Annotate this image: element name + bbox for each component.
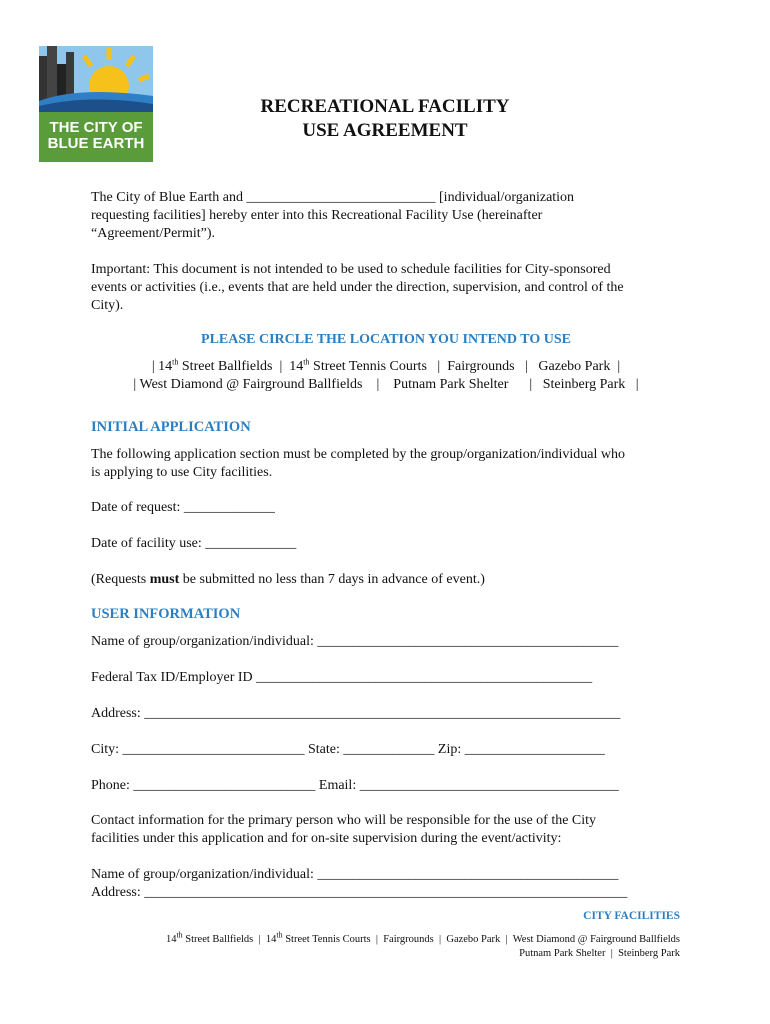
footer-l1s1: th — [176, 930, 183, 940]
loc-row1-sup2: th — [303, 357, 310, 367]
important-line1: Important: This document is not intended to be used to schedule facilities for City-sponsored — [91, 262, 611, 277]
user-information-heading: USER INFORMATION — [91, 606, 241, 622]
initial-line2: is applying to use City facilities. — [91, 465, 273, 480]
city-logo — [39, 46, 153, 162]
footer-l1a: 14 — [165, 934, 177, 945]
phone-email-field[interactable]: Phone: __________________________ Email: _____________________________________ — [91, 778, 619, 793]
contact-line2: facilities under this application and for on-site supervision during the event/activity: — [91, 831, 562, 846]
important-line3: City). — [91, 298, 124, 313]
group-name-field[interactable]: Name of group/organization/individual: ___________________________________________ — [91, 634, 619, 649]
notice-bold: must — [149, 572, 180, 587]
advance-notice — [91, 571, 681, 589]
date-of-use-field[interactable]: Date of facility use: _____________ — [91, 536, 297, 551]
notice-b: be submitted no less than 7 days in advance of event.) — [179, 572, 485, 587]
footer-l1s2: th — [276, 930, 283, 940]
loc-row1-sup1: th — [172, 357, 179, 367]
important-line2: events or activities (i.e., events that are held under the direction, supervision, and control of the — [91, 280, 624, 295]
locations-heading: PLEASE CIRCLE THE LOCATION YOU INTEND TO USE — [201, 332, 571, 347]
logo-text — [39, 112, 153, 162]
intro-paragraph — [91, 189, 681, 243]
locations-row2: | West Diamond @ Fairground Ballfields | Putnam Park Shelter | Steinberg Park | — [133, 377, 639, 392]
notice-a: (Requests — [91, 572, 150, 587]
footer-heading: CITY FACILITIES — [583, 910, 680, 922]
city-state-zip-field[interactable]: City: __________________________ State: _____________ Zip: ____________________ — [91, 742, 605, 757]
date-of-request-field[interactable]: Date of request: _____________ — [91, 500, 275, 515]
title-line2: USE AGREEMENT — [302, 120, 468, 141]
important-paragraph — [91, 261, 681, 315]
address-field[interactable]: Address: ____________________________________________________________________ — [91, 706, 621, 721]
contact-paragraph — [91, 812, 681, 848]
logo-text-line2: BLUE EARTH — [47, 135, 145, 152]
loc-row1-b: Street Ballfields | 14 — [178, 359, 304, 374]
contact-line1: Contact information for the primary person who will be responsible for the use of the City — [91, 813, 597, 828]
initial-application-heading: INITIAL APPLICATION — [91, 419, 251, 435]
intro-line2: requesting facilities] hereby enter into this Recreational Facility Use (hereinafter — [91, 208, 543, 223]
footer-l1c: Street Tennis Courts | Fairgrounds | Gazebo Park | West Diamond @ Fairground Ballfields — [282, 934, 680, 945]
intro-line1: The City of Blue Earth and ___________________________ [individual/organization — [91, 190, 575, 205]
document-title — [160, 95, 610, 143]
footer-line2: Putnam Park Shelter | Steinberg Park — [519, 948, 680, 959]
logo-text-line1: THE CITY OF — [49, 119, 143, 136]
loc-row1-a: | 14 — [151, 359, 173, 374]
contact-address-field[interactable]: Address: _____________________________________________________________________ — [91, 885, 628, 900]
initial-paragraph — [91, 446, 681, 482]
contact-name-field[interactable]: Name of group/organization/individual: ___________________________________________ — [91, 867, 619, 882]
locations-row1 — [91, 358, 681, 376]
title-line1: RECREATIONAL FACILITY — [260, 96, 510, 117]
footer-l1b: Street Ballfields | 14 — [182, 934, 277, 945]
intro-line3: “Agreement/Permit”). — [91, 226, 216, 241]
footer-line1 — [165, 930, 680, 947]
tax-id-field[interactable]: Federal Tax ID/Employer ID ________________________________________________ — [91, 670, 593, 685]
initial-line1: The following application section must be completed by the group/organization/individual who — [91, 447, 625, 462]
loc-row1-c: Street Tennis Courts | Fairgrounds | Gazebo Park | — [309, 359, 621, 374]
